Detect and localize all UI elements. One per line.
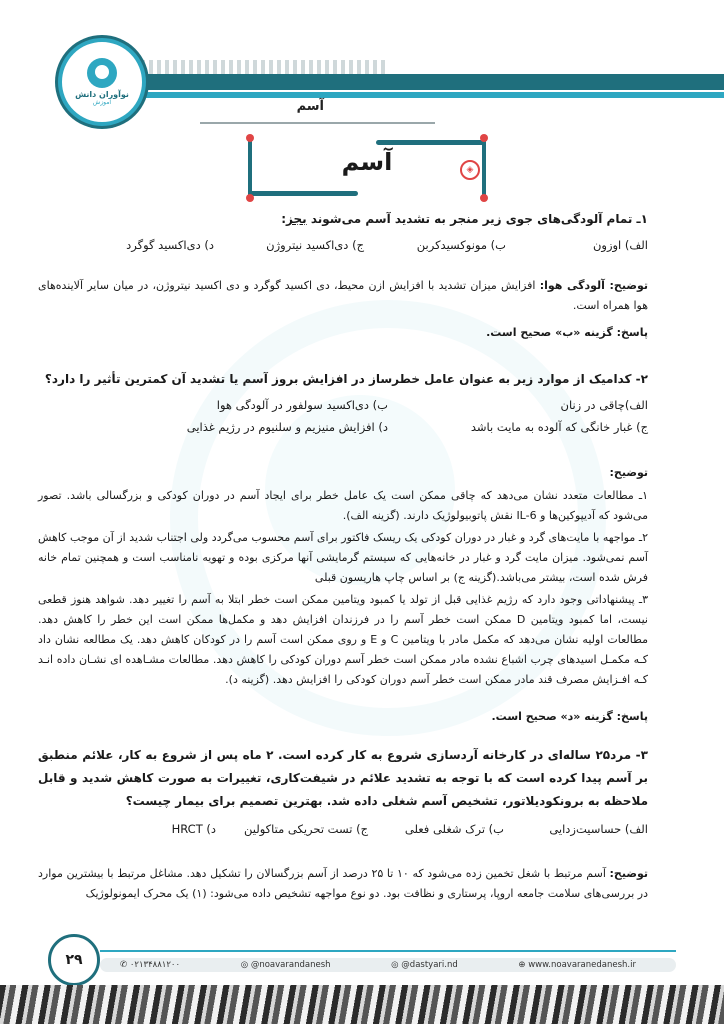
logo-icon	[87, 58, 117, 88]
q2-explanation-p2: ۲ـ مواجهه با مایت‌های گرد و غبار در دوران کودکی یک ریسک فاکتور برای آسم محسوب می‌گردد ولی اجتناب شدید از آن موجب کاهش آسم نمی‌شود. میزان مایت گرد و غبار در خانه‌هایی که سیستم گرمایشی آنها مرکزی بوده و تهویه نامناسب است و همچنین تمام خانه فرش شده است، بیشتر می‌باشد.(گزینه ج) بر اساس چاپ هاریسون قبلی	[38, 531, 648, 584]
footer-divider	[100, 950, 676, 952]
title-box-bottom-border	[248, 191, 358, 196]
header-bar	[95, 74, 724, 90]
question-1: ۱ـ تمام آلودگی‌های جوی زیر منجر به تشدید آسم می‌شوند بجز:	[281, 212, 648, 226]
title-box-dot	[246, 134, 254, 142]
q3-option-b: ب) ترک شغلی فعلی	[404, 822, 504, 836]
q3-option-d: د) HRCT	[171, 822, 216, 836]
title-box-dot	[480, 134, 488, 142]
q2-explanation-label: توضیح:	[609, 466, 648, 479]
q2-explanation-p1: ۱ـ مطالعات متعدد نشان می‌دهد که چاقی ممکن است یک عامل خطر برای ایجاد آسم در دوران کودکی و بزرگسالی باشد. تصور می‌شود که آدیپوکین‌ها و IL-6 نقش پاتوبیولوژیک دارند. (گزینه الف).	[38, 489, 648, 522]
instagram-icon: ◎	[240, 960, 249, 970]
chapter-title: آسم	[296, 99, 324, 114]
title-box-top-border	[376, 140, 486, 145]
phone-icon: ✆	[120, 960, 128, 970]
q1-option-a: الف) اوزون	[592, 238, 648, 252]
logo-subtext: آموزش	[92, 99, 112, 106]
q2-explanation-p3: ۳ـ پیشنهاداتی وجود دارد که رژیم غذایی قبل از تولد یا کمبود ویتامین ممکن است خطر ابتلا به آسم را تغییر دهد. شواهد هنوز قطعی نیست، اما کمبود ویتامین D ممکن است خطر آسم را در فرزندان افزایش دهد و مکمل‌ها ممکن است این خطر را کاهش دهد. مطالعات اولیه نشان می‌دهد که مکمل مادر با ویتامین C و E و روی ممکن است آسم را در کودکان کاهش دهد. یک مطالعه نشان داد کـه مکمـل اسیدهای چرب اشباع نشده مادر ممکن است خطر آسم دوران کودکی را کاهش دهد. مطالعات مشـاهده ای نشـان داده انـد کـه افـزایش مصرف قند مادر ممکن است خطر آسم دوران کودکی را افزایش دهد. (گزینه د).	[38, 593, 648, 686]
q3-explanation: توضیح: آسم مرتبط با شغل تخمین زده می‌شود که ۱۰ تا ۲۵ درصد از آسم بزرگسالان را تشکیل دهد. مشاغل مرتبط با بیشترین موارد در بررسی‌های سلامت جامعه اروپا، پرستاری و نظافت بود. دو نوع مواجهه تشخیص داده می‌شود: (۱) یک محرک ایمونولوژیک	[38, 867, 649, 900]
footer-website: ⊕ www.noavaranedanesh.ir	[518, 960, 636, 970]
footer-telegram: ◎ @dastyari.nd	[391, 960, 458, 970]
publisher-logo	[58, 38, 146, 126]
q2-option-d: د) افزایش منیزیم و سلنیوم در رژیم غذایی	[186, 420, 388, 434]
title-box-dot	[480, 194, 488, 202]
footer-decorative-band	[0, 985, 724, 1024]
page-number: ۲۹	[48, 934, 100, 986]
question-3: ۳- مرد۲۵ ساله‌ای در کارخانه آردسازی شروع به کار کرده است. ۲ ماه پس از شروع به کار، علائم منطبق بر آسم پیدا کرده است که با توجه به تشدید علائم در شیفت‌کاری، تغییرات به صورت کاهش شدید و قابل ملاحظه به برونکودیلاتور، تشخیص آسم شغلی داده شد. بهترین تصمیم برای بیمار چیست؟	[38, 748, 648, 808]
section-title-box	[248, 140, 486, 196]
header-bar-accent	[110, 92, 724, 98]
q2-option-c: ج) غبار خانگی که آلوده به مایت باشد	[470, 420, 648, 434]
q1-option-c: ج) دی‌اکسید نیتروژن	[266, 238, 364, 252]
section-title: آسم	[341, 148, 393, 176]
q2-answer: پاسخ: گزینه «د» صحیح است.	[491, 710, 648, 723]
q1-option-b: ب) مونوکسیدکربن	[416, 238, 506, 252]
q2-option-b: ب) دی‌اکسید سولفور در آلودگی هوا	[216, 398, 388, 412]
q1-option-d: د) دی‌اکسید گوگرد	[126, 238, 214, 252]
footer-contact-bar	[100, 958, 676, 972]
q3-option-c: ج) تست تحریکی متاکولین	[243, 822, 368, 836]
title-box-dot	[246, 194, 254, 202]
footer-phone: ✆ ۰۲۱۳۴۸۸۱۲۰۰	[120, 960, 181, 970]
telegram-icon: ◎	[391, 960, 399, 970]
logo-text: نوآوران دانش	[75, 90, 129, 99]
q1-explanation: توضیح: آلودگی هوا: افزایش میزان تشدید با افزایش ازن محیط، دی اکسید گوگرد و دی اکسید نیتروژن، در میان سایر آلاینده‌های هوا همراه است.	[38, 279, 648, 312]
q3-option-a: الف) حساسیت‌زدایی	[549, 822, 648, 836]
footer-instagram: ◎ @noavarandanesh	[240, 960, 331, 970]
stethoscope-icon: ◈	[460, 160, 480, 180]
chapter-divider	[200, 122, 435, 124]
q1-answer: پاسخ: گزینه «ب» صحیح است.	[486, 326, 648, 339]
question-2: ۲- کدامیک از موارد زیر به عنوان عامل خطرساز در افزایش بروز آسم یا تشدید آن کمترین تأثیر را دارد؟	[44, 372, 648, 386]
globe-icon: ⊕	[518, 960, 526, 970]
q2-option-a: الف)چاقی در زنان	[560, 398, 648, 412]
header-stripe	[125, 60, 385, 74]
